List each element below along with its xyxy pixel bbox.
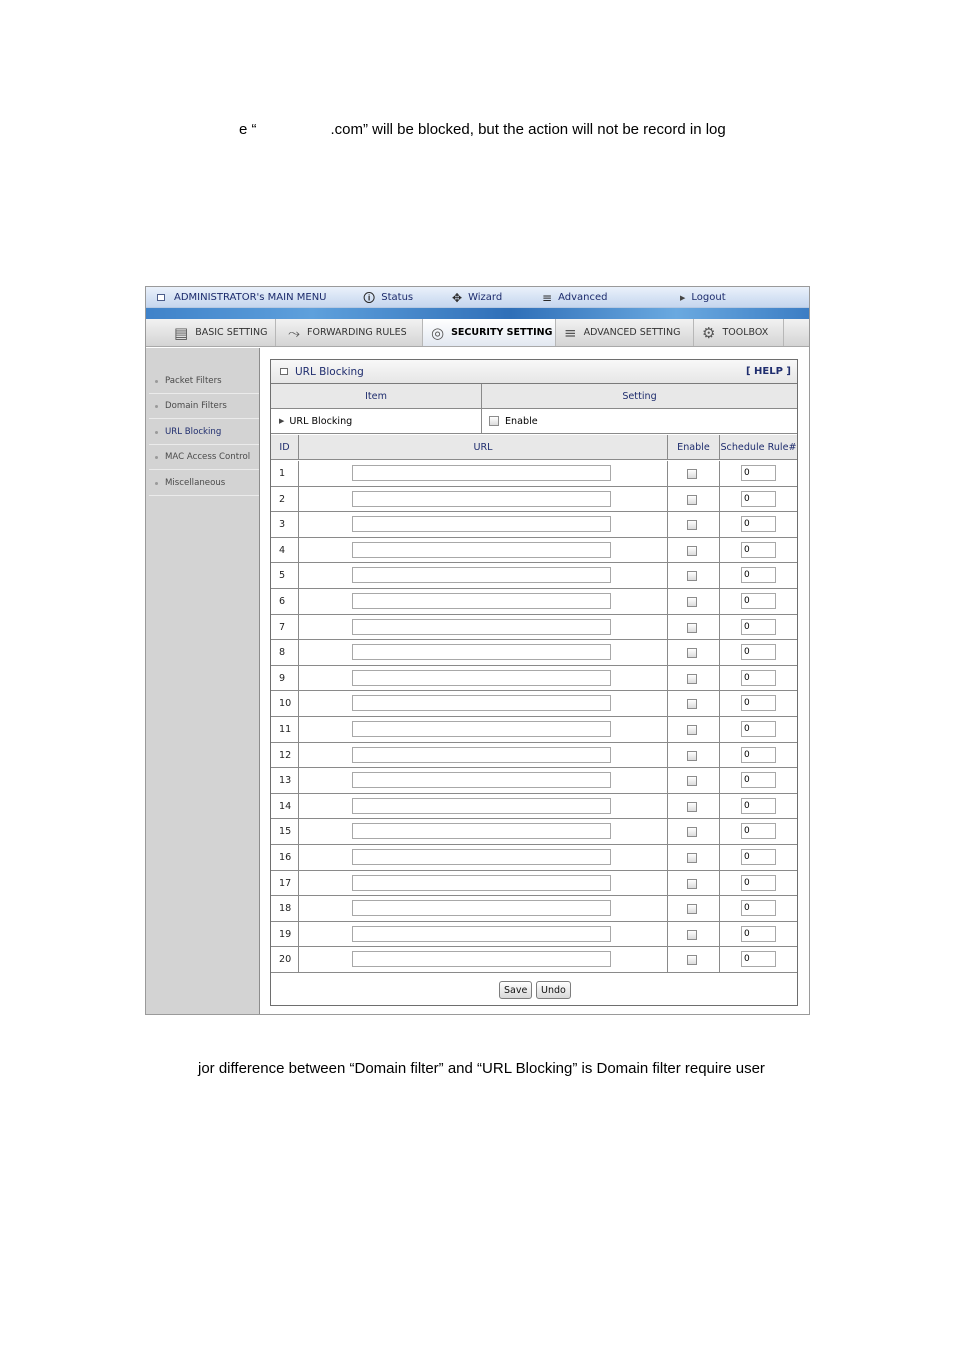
column-divider — [667, 512, 668, 537]
row-id: 3 — [279, 519, 286, 530]
advanced-link[interactable] — [542, 292, 607, 303]
url-input[interactable] — [352, 823, 611, 839]
url-input[interactable] — [352, 619, 611, 635]
row-enable-checkbox[interactable] — [687, 699, 697, 709]
schedule-rule-input[interactable] — [741, 542, 776, 558]
row-enable-checkbox[interactable] — [687, 955, 697, 965]
row-enable-checkbox[interactable] — [687, 546, 697, 556]
row-enable-checkbox[interactable] — [687, 520, 697, 530]
row-enable-checkbox[interactable] — [687, 648, 697, 658]
tab-label: SECURITY SETTING — [451, 327, 553, 338]
enable-column-header: Enable — [677, 441, 710, 453]
sidebar-item-miscellaneous[interactable] — [149, 471, 259, 496]
row-id: 18 — [279, 903, 292, 914]
column-divider — [667, 922, 668, 946]
column-divider — [298, 691, 299, 716]
url-input[interactable] — [352, 900, 611, 916]
table-row — [271, 794, 797, 819]
schedule-rule-input[interactable] — [741, 798, 776, 814]
help-link[interactable]: [ HELP ] — [745, 366, 791, 377]
row-enable-checkbox[interactable] — [687, 904, 697, 914]
column-divider — [667, 845, 668, 870]
table-row — [271, 845, 797, 871]
column-divider — [667, 666, 668, 690]
url-table-header-row — [271, 435, 797, 460]
main-menu-title — [157, 292, 327, 303]
column-divider — [719, 691, 720, 716]
table-row — [271, 691, 797, 717]
column-divider — [298, 768, 299, 793]
row-id: 14 — [279, 800, 292, 812]
logout-label: Logout — [691, 292, 726, 303]
column-divider — [298, 819, 299, 844]
url-input[interactable] — [352, 721, 611, 737]
book-icon: ≡ — [564, 323, 577, 342]
row-id: 16 — [279, 852, 292, 863]
column-divider — [719, 922, 720, 946]
shield-icon: ◎ — [431, 323, 445, 342]
row-id: 10 — [279, 698, 292, 709]
triangle-right-icon: ▶ — [279, 417, 285, 425]
row-enable-checkbox[interactable] — [687, 597, 697, 607]
setting-column-header: Setting — [622, 390, 657, 402]
row-id: 9 — [279, 672, 286, 684]
column-divider — [719, 794, 720, 818]
tab-advanced-setting[interactable] — [556, 319, 694, 346]
row-id: 17 — [279, 877, 292, 889]
url-input[interactable] — [352, 491, 611, 507]
forward-arrows-icon: ⤳ — [288, 323, 301, 342]
column-divider — [481, 409, 482, 433]
column-divider — [719, 640, 720, 665]
column-divider — [667, 461, 668, 486]
table-row — [271, 538, 797, 563]
row-enable-checkbox[interactable] — [687, 802, 697, 812]
url-input[interactable] — [352, 567, 611, 583]
column-divider — [719, 538, 720, 562]
column-divider — [667, 947, 668, 972]
item-setting-header-row — [271, 384, 797, 409]
column-divider — [298, 717, 299, 742]
url-input[interactable] — [352, 644, 611, 660]
button-row — [271, 973, 797, 1006]
row-enable-checkbox[interactable] — [687, 853, 697, 863]
bullet-icon — [155, 380, 158, 383]
panel-title: URL Blocking — [295, 365, 364, 378]
tab-label: TOOLBOX — [722, 327, 769, 338]
url-blocking-item-label: URL Blocking — [289, 415, 353, 427]
sidebar-item-label: MAC Access Control — [165, 452, 251, 462]
schedule-rule-input[interactable] — [741, 516, 776, 532]
column-divider — [719, 819, 720, 844]
panel-header — [271, 360, 797, 384]
schedule-rule-input[interactable] — [741, 823, 776, 839]
table-row — [271, 615, 797, 640]
row-enable-checkbox[interactable] — [687, 495, 697, 505]
schedule-rule-input[interactable] — [741, 772, 776, 788]
sidebar-item-domain-filters[interactable] — [149, 394, 259, 419]
column-divider — [667, 794, 668, 818]
column-divider — [719, 666, 720, 690]
column-divider — [667, 819, 668, 844]
wizard-link[interactable] — [452, 292, 502, 303]
row-enable-checkbox[interactable] — [687, 725, 697, 735]
table-row — [271, 768, 797, 794]
doc-text-line-2: jor difference between “Domain filter” and “URL Blocking” is Domain filter require user — [198, 1060, 765, 1077]
row-enable-checkbox[interactable] — [687, 827, 697, 837]
sidebar-item-label: Domain Filters — [165, 401, 227, 411]
url-blocking-panel — [270, 359, 798, 1006]
url-input[interactable] — [352, 670, 611, 686]
schedule-rule-input[interactable] — [741, 721, 776, 737]
person-info-icon: 🛈 — [363, 290, 376, 305]
gear-icon: ⚙ — [702, 323, 716, 342]
tab-label: FORWARDING RULES — [307, 327, 407, 338]
schedule-rule-input[interactable] — [741, 491, 776, 507]
column-divider — [719, 845, 720, 870]
column-divider — [667, 871, 668, 895]
column-divider — [719, 768, 720, 793]
row-enable-checkbox[interactable] — [687, 623, 697, 633]
column-divider — [298, 922, 299, 946]
logout-link[interactable] — [680, 292, 726, 303]
url-input[interactable] — [352, 926, 611, 942]
column-divider — [719, 563, 720, 588]
wizard-label: Wizard — [468, 292, 503, 303]
url-blocking-enable-checkbox[interactable] — [489, 416, 499, 426]
table-row — [271, 512, 797, 538]
url-input[interactable] — [352, 695, 611, 711]
column-divider — [719, 461, 720, 486]
column-divider — [667, 615, 668, 639]
url-input[interactable] — [352, 772, 611, 788]
triangle-right-icon: ▶ — [680, 293, 686, 302]
url-blocking-item — [279, 409, 352, 433]
column-divider — [667, 640, 668, 665]
tab-label: BASIC SETTING — [195, 327, 268, 338]
tab-label: ADVANCED SETTING — [583, 327, 681, 338]
doc-text-line-1 — [239, 121, 726, 138]
sidebar-item-label: Miscellaneous — [165, 478, 226, 488]
enable-label: Enable — [505, 415, 538, 427]
sidebar — [146, 348, 260, 1015]
row-enable-checkbox[interactable] — [687, 571, 697, 581]
schedule-rule-input[interactable] — [741, 567, 776, 583]
column-divider — [719, 589, 720, 614]
row-id: 11 — [279, 724, 292, 735]
url-input[interactable] — [352, 875, 611, 891]
column-divider — [667, 538, 668, 562]
row-enable-checkbox[interactable] — [687, 776, 697, 786]
column-divider — [298, 845, 299, 870]
row-id: 6 — [279, 596, 286, 607]
bullet-icon — [155, 405, 158, 408]
column-divider — [667, 717, 668, 742]
table-row — [271, 487, 797, 512]
url-input[interactable] — [352, 747, 611, 763]
column-divider — [667, 743, 668, 767]
row-id: 2 — [279, 493, 286, 505]
panel-square-icon — [280, 368, 288, 375]
url-input[interactable] — [352, 593, 611, 609]
row-id: 5 — [279, 570, 286, 581]
row-id: 19 — [279, 928, 292, 940]
column-divider — [667, 768, 668, 793]
main-menu-bar — [146, 287, 809, 308]
url-column-header: URL — [473, 441, 493, 453]
bullet-icon — [155, 456, 158, 459]
column-divider — [667, 691, 668, 716]
column-divider — [298, 538, 299, 562]
folder-icon: ▤ — [174, 323, 189, 342]
url-input[interactable] — [352, 849, 611, 865]
column-divider — [298, 743, 299, 767]
bullet-icon — [155, 482, 158, 485]
tab-forwarding-rules[interactable] — [280, 319, 423, 346]
row-id: 15 — [279, 826, 292, 837]
save-button[interactable]: Save — [499, 981, 532, 999]
column-divider — [719, 487, 720, 511]
row-id: 1 — [279, 468, 286, 479]
url-input[interactable] — [352, 516, 611, 532]
banner-stripe — [146, 308, 809, 319]
column-divider — [298, 563, 299, 588]
schedule-rule-input[interactable] — [741, 619, 776, 635]
table-row — [271, 666, 797, 691]
advanced-label: Advanced — [558, 292, 608, 303]
schedule-rule-input[interactable] — [741, 926, 776, 942]
table-row — [271, 922, 797, 947]
row-id: 4 — [279, 544, 286, 556]
row-id: 13 — [279, 775, 292, 786]
column-divider — [719, 743, 720, 767]
url-input[interactable] — [352, 951, 611, 967]
schedule-rule-input[interactable] — [741, 465, 776, 481]
sidebar-item-label: URL Blocking — [165, 427, 222, 437]
schedule-rule-input[interactable] — [741, 695, 776, 711]
column-divider — [298, 589, 299, 614]
column-divider — [719, 896, 720, 921]
row-enable-checkbox[interactable] — [687, 879, 697, 889]
schedule-rule-input[interactable] — [741, 875, 776, 891]
schedule-rule-input[interactable] — [741, 593, 776, 609]
doc-text-line-1-end: .com” will be blocked, but the action will not be record in log — [330, 121, 726, 138]
table-row — [271, 717, 797, 743]
book-open-icon: ≡ — [542, 290, 553, 305]
row-id: 8 — [279, 647, 286, 658]
bullet-icon — [155, 431, 158, 434]
main-menu-label: ADMINISTRATOR's MAIN MENU — [174, 292, 327, 303]
url-input[interactable] — [352, 465, 611, 481]
table-row — [271, 947, 797, 973]
column-divider — [719, 947, 720, 972]
tab-bar — [146, 319, 809, 347]
item-column-header: Item — [365, 390, 387, 402]
schedule-column-header: Schedule Rule# — [720, 441, 797, 453]
column-divider — [719, 717, 720, 742]
tab-basic-setting[interactable] — [166, 319, 276, 346]
sidebar-item-mac-access-control[interactable] — [149, 445, 259, 470]
column-divider — [298, 461, 299, 486]
column-divider — [667, 589, 668, 614]
table-row — [271, 563, 797, 589]
doc-text-line-1-start: e “ — [239, 121, 257, 138]
table-row — [271, 743, 797, 768]
table-row — [271, 871, 797, 896]
table-row — [271, 896, 797, 922]
column-divider — [298, 512, 299, 537]
url-input[interactable] — [352, 542, 611, 558]
row-id: 12 — [279, 749, 292, 761]
column-divider — [719, 615, 720, 639]
column-divider — [667, 563, 668, 588]
menu-square-icon — [157, 294, 165, 301]
wizard-icon: ✥ — [452, 290, 463, 305]
sidebar-item-url-blocking[interactable] — [149, 420, 259, 445]
row-enable-checkbox[interactable] — [687, 751, 697, 761]
tab-security-setting[interactable] — [423, 319, 556, 346]
column-divider — [719, 871, 720, 895]
url-blocking-toggle-row — [271, 409, 797, 434]
column-divider — [298, 794, 299, 818]
column-divider — [298, 640, 299, 665]
schedule-rule-input[interactable] — [741, 951, 776, 967]
url-input[interactable] — [352, 798, 611, 814]
undo-button[interactable]: Undo — [536, 981, 571, 999]
schedule-rule-input[interactable] — [741, 747, 776, 763]
table-row — [271, 819, 797, 845]
router-admin-screenshot — [145, 286, 810, 1015]
column-divider — [667, 896, 668, 921]
column-divider — [298, 487, 299, 511]
status-link[interactable] — [363, 292, 413, 303]
column-divider — [298, 871, 299, 895]
sidebar-item-packet-filters[interactable] — [149, 369, 259, 394]
column-divider — [298, 666, 299, 690]
schedule-rule-input[interactable] — [741, 900, 776, 916]
table-row — [271, 640, 797, 666]
schedule-rule-input[interactable] — [741, 670, 776, 686]
id-column-header: ID — [279, 441, 290, 453]
row-enable-checkbox[interactable] — [687, 469, 697, 479]
column-divider — [667, 487, 668, 511]
row-enable-checkbox[interactable] — [687, 674, 697, 684]
schedule-rule-input[interactable] — [741, 849, 776, 865]
table-row — [271, 461, 797, 487]
row-id: 7 — [279, 621, 286, 633]
column-divider — [298, 615, 299, 639]
sidebar-item-label: Packet Filters — [165, 376, 222, 386]
row-enable-checkbox[interactable] — [687, 930, 697, 940]
column-divider — [298, 947, 299, 972]
status-label: Status — [381, 292, 414, 303]
column-divider — [298, 896, 299, 921]
schedule-rule-input[interactable] — [741, 644, 776, 660]
column-divider — [719, 512, 720, 537]
row-id: 20 — [279, 954, 292, 965]
table-row — [271, 589, 797, 615]
tab-toolbox[interactable] — [694, 319, 784, 346]
